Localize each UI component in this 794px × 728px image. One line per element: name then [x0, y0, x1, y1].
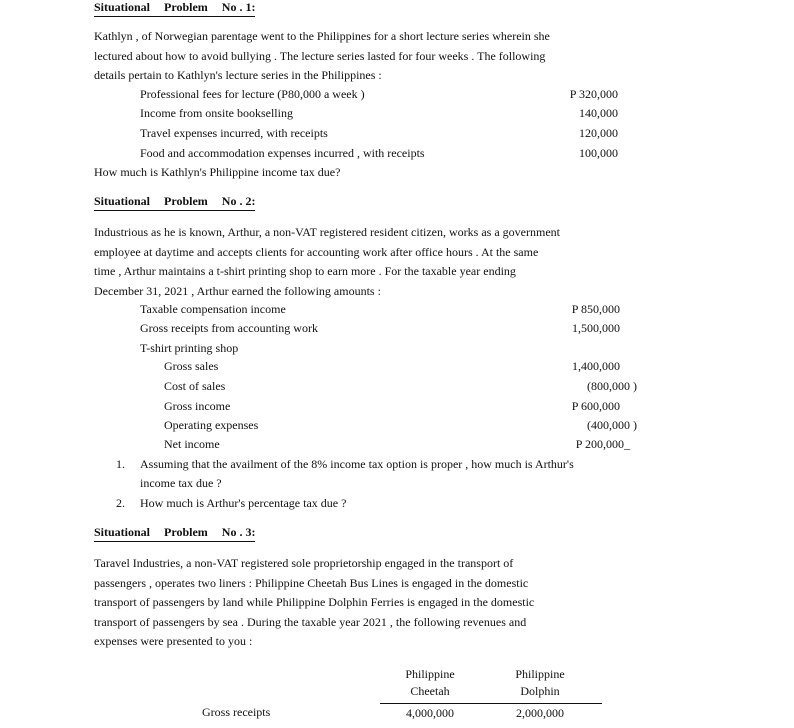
item-label: Food and accommodation expenses incurred , with receipts — [140, 146, 425, 160]
item-label: Income from onsite bookselling — [140, 106, 293, 120]
item-label: Professional fees for lecture (P80,000 a week ) — [140, 87, 365, 101]
column-header-dolphin — [485, 666, 595, 700]
subitem-amount: (800,000 ) — [587, 379, 637, 393]
column-header-line: Philippine — [515, 667, 565, 681]
heading-label: Problem — [164, 194, 208, 208]
item-label: Taxable compensation income — [140, 302, 286, 316]
column-header-line: Dolphin — [520, 684, 560, 698]
heading-label: Situational — [94, 525, 151, 539]
subitem-label: Gross income — [164, 399, 231, 413]
problem-3-intro — [94, 554, 674, 652]
heading-number: No . 3: — [221, 525, 256, 539]
problem-2-intro — [94, 223, 714, 301]
problem-3-heading — [94, 525, 255, 542]
table-row-label: Gross receipts — [202, 705, 271, 719]
item-amount: 140,000 — [579, 106, 618, 120]
intro-line: expenses were presented to you : — [94, 634, 253, 648]
subitem-label: Cost of sales — [164, 379, 226, 393]
table-header-rule — [380, 703, 602, 704]
subitem-label: Net income — [164, 437, 220, 451]
intro-line: transport of passengers by sea . During the taxable year 2021 , the following revenues and — [94, 614, 527, 629]
item-label: Gross receipts from accounting work — [140, 321, 318, 335]
heading-label: Situational — [94, 194, 151, 208]
intro-line: Industrious as he is known, Arthur, a non-VAT registered resident citizen, works as a government — [94, 225, 560, 239]
subitem-label: Gross sales — [164, 359, 219, 373]
item-amount: 100,000 — [579, 146, 618, 160]
table-cell: 2,000,000 — [516, 706, 564, 720]
subitem-amount: P 600,000 — [571, 399, 620, 413]
problem-1-heading — [94, 0, 255, 17]
item-amount: 1,500,000 — [572, 321, 620, 335]
item-amount: 120,000 — [579, 126, 618, 140]
column-header-cheetah — [375, 666, 485, 700]
intro-line: time , Arthur maintains a t-shirt printing shop to earn more . For the taxable year ending — [94, 264, 516, 278]
question-number: 1. — [116, 457, 125, 471]
question-text: income tax due ? — [140, 476, 222, 490]
question-text: Assuming that the availment of the 8% income tax option is proper , how much is Arthur's — [140, 457, 574, 471]
item-amount: P 850,000 — [571, 302, 620, 316]
item-amount: P 320,000 — [569, 87, 618, 101]
intro-line: transport of passengers by land while Philippine Dolphin Ferries is engaged in the domestic — [94, 595, 535, 609]
heading-label: Problem — [164, 0, 208, 14]
intro-line: Kathlyn , of Norwegian parentage went to the Philippines for a short lecture series wherein she — [94, 29, 550, 43]
problem-1-question: How much is Kathlyn's Philippine income tax due? — [94, 165, 341, 179]
intro-line: December 31, 2021 , Arthur earned the following amounts : — [94, 283, 381, 298]
subitem-amount: 1,400,000 — [572, 359, 620, 373]
intro-line: passengers , operates two liners : Philippine Cheetah Bus Lines is engaged in the domestic — [94, 575, 529, 590]
intro-line: employee at daytime and accepts clients for accounting work after office hours . At the same — [94, 244, 539, 259]
problem-1-intro — [94, 27, 694, 86]
item-label: T-shirt printing shop — [140, 341, 239, 355]
item-label: Travel expenses incurred, with receipts — [140, 126, 328, 140]
heading-label: Problem — [164, 525, 208, 539]
heading-label: Situational — [94, 0, 151, 14]
column-header-line: Cheetah — [410, 684, 450, 698]
subitem-amount: (400,000 ) — [587, 418, 637, 432]
problem-2-heading — [94, 194, 255, 211]
subitem-label: Operating expenses — [164, 418, 259, 432]
subitem-amount: P 200,000_ — [575, 437, 630, 451]
table-cell: 4,000,000 — [406, 706, 454, 720]
column-header-line: Philippine — [405, 667, 455, 681]
intro-line: details pertain to Kathlyn's lecture series in the Philippines : — [94, 68, 382, 82]
heading-number: No . 2: — [221, 194, 256, 208]
heading-number: No . 1: — [221, 0, 256, 14]
question-number: 2. — [116, 496, 125, 510]
intro-line: Taravel Industries, a non-VAT registered sole proprietorship engaged in the transport of — [94, 556, 514, 570]
question-text: How much is Arthur's percentage tax due ? — [140, 496, 347, 510]
intro-line: lectured about how to avoid bullying . The lecture series lasted for four weeks . The following — [94, 48, 546, 63]
